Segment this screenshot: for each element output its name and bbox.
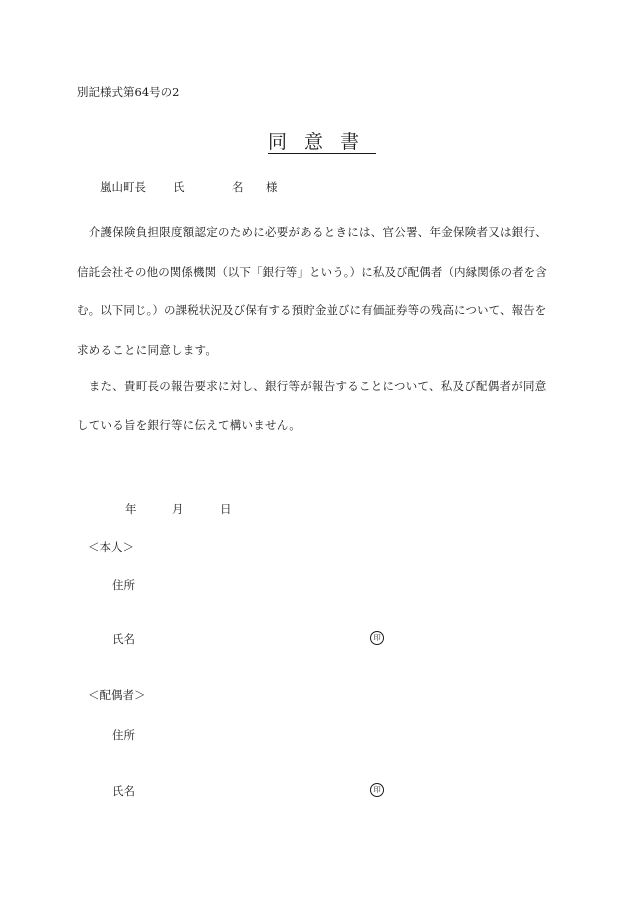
consent-paragraph-1-line-1: 介護保険負担限度額認定のために必要があるときには、官公署、年金保険者又は銀行、 [77, 225, 547, 239]
consent-paragraph-1-line-3: む。以下同じ。）の課税状況及び保有する預貯金並びに有価証券等の残高について、報告を [77, 303, 547, 317]
consent-paragraph-2-line-2: している旨を銀行等に伝えて構いません。 [77, 418, 301, 432]
principal-seal-icon: 印 [370, 631, 384, 645]
date-year-label: 年 [125, 502, 137, 516]
principal-name-label: 氏名 [112, 632, 135, 646]
spouse-address-label: 住所 [112, 728, 135, 742]
addressee-honorific: 様 [266, 180, 278, 194]
spouse-name-label: 氏名 [112, 784, 135, 798]
consent-paragraph-1-line-2: 信託会社その他の関係機関（以下「銀行等」という。）に私及び配偶者（内縁関係の者を含 [77, 265, 547, 279]
form-number: 別記様式第64号の2 [77, 85, 180, 99]
document-title: 同意書 [268, 131, 377, 153]
spouse-section-header: ＜配偶者＞ [88, 688, 146, 702]
consent-paragraph-2-line-1: また、貴町長の報告要求に対し、銀行等が報告することについて、私及び配偶者が同意 [77, 379, 547, 393]
consent-paragraph-1-line-4: 求めることに同意します。 [77, 343, 218, 357]
principal-address-label: 住所 [112, 578, 135, 592]
addressee-recipient: 嵐山町長 [100, 180, 146, 194]
date-day-label: 日 [220, 502, 232, 516]
addressee-name-prefix: 氏 [173, 180, 185, 194]
date-month-label: 月 [172, 502, 184, 516]
spouse-seal-icon: 印 [370, 783, 384, 797]
addressee-name-suffix: 名 [232, 180, 244, 194]
principal-section-header: ＜本人＞ [88, 540, 134, 554]
